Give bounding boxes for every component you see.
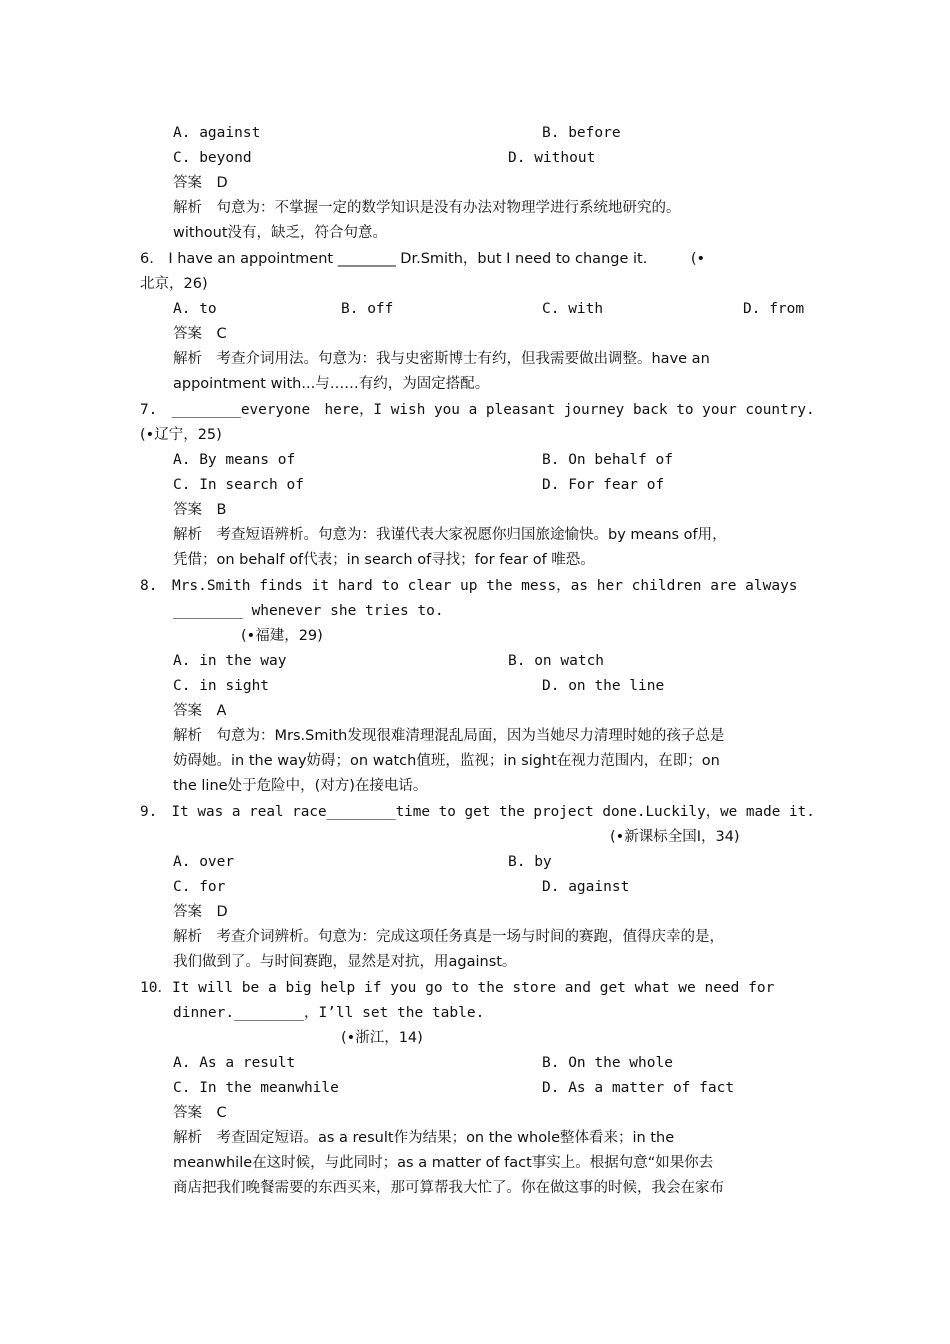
q5-option-b: B. before <box>542 125 621 141</box>
q8-explanation-line-1: 解析 句意为：Mrs.Smith发现很难清理混乱局面，因为当她尽力清理时她的孩子总是 <box>173 728 725 744</box>
q8-option-a: A. in the way <box>173 653 287 669</box>
q6-option-d: D. from <box>743 301 805 317</box>
q10-option-d: D. As a matter of fact <box>542 1080 735 1096</box>
q7-option-d: D. For fear of <box>542 477 665 493</box>
q10-stem-line-2: dinner.________，I’ll set the table. <box>173 1005 485 1021</box>
q7-stem-line-1: 7. ________everyone here，I wish you a pleasant journey back to your country. <box>140 402 815 418</box>
q8-answer: 答案 A <box>173 703 227 719</box>
q9-option-b: B. by <box>508 854 552 870</box>
q5-explanation-line-1: 解析 句意为：不掌握一定的数学知识是没有办法对物理学进行系统地研究的。 <box>173 200 681 216</box>
q6-option-a: A. to <box>173 301 217 317</box>
q9-answer: 答案 D <box>173 904 228 920</box>
q7-explanation-line-2: 凭借；on behalf of代表；in search of寻找；for fear of 唯恐。 <box>173 552 595 568</box>
q8-option-d: D. on the line <box>542 678 665 694</box>
q10-answer: 答案 C <box>173 1105 227 1121</box>
q10-option-b: B. On the whole <box>542 1055 673 1071</box>
q6-answer: 答案 C <box>173 326 227 342</box>
q7-option-c: C. In search of <box>173 477 304 493</box>
q9-explanation-line-1: 解析 考查介词辨析。句意为：完成这项任务真是一场与时间的赛跑，值得庆幸的是， <box>173 929 724 945</box>
q9-source: (•新课标全国Ⅰ，34) <box>610 829 740 845</box>
q5-explanation-line-2: without没有，缺乏，符合句意。 <box>173 225 388 241</box>
q5-option-a: A. against <box>173 125 261 141</box>
q9-option-c: C. for <box>173 879 226 895</box>
q10-explanation-line-2: meanwhile在这时候，与此同时；as a matter of fact事实上。根据句意“如果你去 <box>173 1155 714 1171</box>
q5-answer: 答案 D <box>173 175 228 191</box>
q10-explanation-line-1: 解析 考查固定短语。as a result作为结果；on the whole整体看来；in the <box>173 1130 675 1146</box>
q5-option-c: C. beyond <box>173 150 252 166</box>
q6-explanation-line-1: 解析 考查介词用法。句意为：我与史密斯博士有约，但我需要做出调整。have an <box>173 351 710 367</box>
q9-explanation-line-2: 我们做到了。与时间赛跑，显然是对抗，用against。 <box>173 954 517 970</box>
q7-answer: 答案 B <box>173 502 227 518</box>
q7-explanation-line-1: 解析 考查短语辨析。句意为：我谨代表大家祝愿你归国旅途愉快。by means of用， <box>173 527 727 543</box>
q6-option-b: B. off <box>341 301 394 317</box>
q9-option-a: A. over <box>173 854 235 870</box>
q8-option-b: B. on watch <box>508 653 605 669</box>
q7-option-b: B. On behalf of <box>542 452 673 468</box>
q7-option-a: A. By means of <box>173 452 296 468</box>
q6-stem-line-2: 北京，26) <box>140 276 208 292</box>
q8-explanation-line-3: the line处于危险中，(对方)在接电话。 <box>173 778 428 794</box>
q6-option-c: C. with <box>542 301 604 317</box>
q9-stem-line-1: 9. It was a real race________time to get the project done.Luckily，we made it. <box>140 804 815 820</box>
q8-option-c: C. in sight <box>173 678 270 694</box>
q8-source: (•福建，29) <box>241 628 323 644</box>
q5-option-d: D. without <box>508 150 596 166</box>
q6-explanation-line-2: appointment with...与……有约，为固定搭配。 <box>173 376 490 392</box>
q7-stem-line-2: (•辽宁，25) <box>140 427 222 443</box>
q10-option-c: C. In the meanwhile <box>173 1080 339 1096</box>
q10-explanation-line-3: 商店把我们晚餐需要的东西买来，那可算帮我大忙了。你在做这事的时候，我会在家布 <box>173 1180 724 1196</box>
q10-stem-line-1: 10．It will be a big help if you go to the store and get what we need for <box>140 980 775 996</box>
q9-option-d: D. against <box>542 879 630 895</box>
q6-stem-line-1: 6. I have an appointment ________ Dr.Smith，but I need to change it. (• <box>140 251 706 267</box>
q8-stem-line-1: 8. Mrs.Smith finds it hard to clear up the mess，as her children are always <box>140 578 798 594</box>
q8-stem-line-2: ________ whenever she tries to. <box>173 603 444 619</box>
q8-explanation-line-2: 妨碍她。in the way妨碍；on watch值班，监视；in sight在视力范围内，在即；on <box>173 753 720 769</box>
q10-option-a: A. As a result <box>173 1055 296 1071</box>
q10-source: (•浙江，14) <box>341 1030 423 1046</box>
